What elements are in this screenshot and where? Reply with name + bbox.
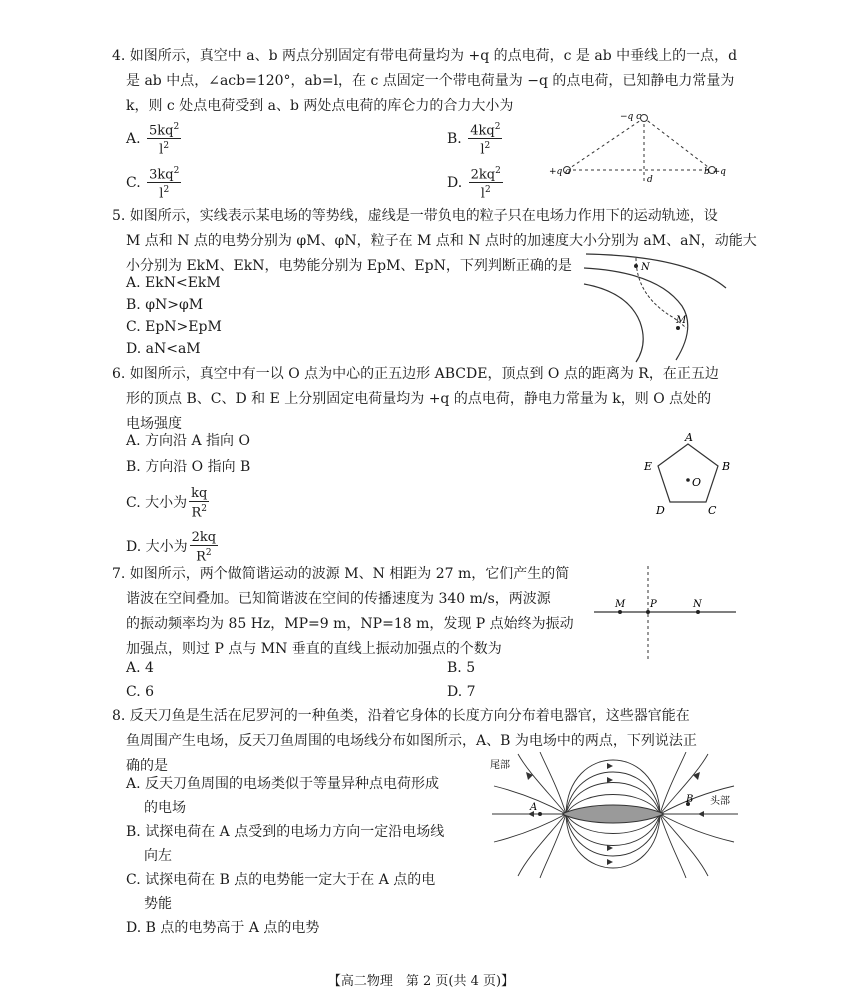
question-7 bbox=[112, 562, 592, 662]
q7-wave-figure bbox=[590, 564, 740, 664]
q4-option-c: C. $\frac{3kq^2}{l^2}$ bbox=[126, 166, 180, 202]
q5-option-d: D. aN<aM bbox=[126, 341, 201, 357]
q4-option-d: D. $\frac{2kq^2}{l^2}$ bbox=[447, 166, 501, 202]
q6-center-o bbox=[686, 478, 690, 482]
q8-option-a: A. 反天刀鱼周围的电场类似于等量异种点电荷形成 的电场 bbox=[126, 776, 440, 816]
q4-option-b: B. $\frac{4kq^2}{l^2}$ bbox=[447, 122, 501, 158]
q8-fish-field-figure bbox=[488, 752, 742, 880]
q4-label-d: d bbox=[647, 175, 653, 185]
q7-point-p bbox=[646, 610, 650, 614]
q8-line-3: 确的是 bbox=[126, 758, 168, 774]
q5-equipotential-line-1 bbox=[586, 254, 726, 288]
q4-option-a: A. $\frac{5kq^2}{l^2}$ bbox=[126, 122, 180, 158]
q4-label-b: b +q bbox=[704, 167, 726, 177]
q5-equipotential-figure bbox=[578, 248, 738, 364]
q5-point-m bbox=[676, 326, 680, 330]
q6-label-b: B bbox=[722, 460, 731, 473]
q5-options bbox=[126, 272, 222, 360]
q6-label-o: O bbox=[692, 476, 702, 489]
q7-option-c: C. 6 bbox=[126, 684, 155, 700]
q5-label-m: M bbox=[676, 315, 687, 326]
q6-line-3: 电场强度 bbox=[126, 416, 182, 432]
q5-option-c: C. EpN>EpM bbox=[126, 319, 222, 335]
q5-option-a: A. EkN<EkM bbox=[126, 275, 221, 291]
q7-option-d: D. 7 bbox=[447, 684, 476, 700]
q5-line-1: 5. 如图所示，实线表示某电场的等势线，虚线是一带负电的粒子只在电场力作用下的运动轨迹，设 bbox=[112, 208, 718, 224]
q8-label-head: 头部 bbox=[710, 796, 730, 807]
q4-label-a: +q a bbox=[549, 167, 571, 177]
q6-option-a: A. 方向沿 A 指向 O bbox=[126, 433, 250, 449]
q6-label-a: A bbox=[685, 431, 693, 444]
q7-label-m: M bbox=[615, 599, 626, 610]
q8-line-1: 8. 反天刀鱼是生活在尼罗河的一种鱼类，沿着它身体的长度方向分布着电器官，这些器官能在 bbox=[112, 708, 690, 724]
q6-line-1: 6. 如图所示，真空中有一以 O 点为中心的正五边形 ABCDE，顶点到 O 点的距离为 R，在正五边 bbox=[112, 366, 719, 382]
q5-equipotential-line-3 bbox=[584, 284, 643, 362]
q6-line-2: 形的顶点 B、C、D 和 E 上分别固定电荷量均为 +q 的点电荷，静电力常量为 k，则 O 点处的 bbox=[126, 391, 712, 407]
q5-line-3: 小分别为 EkM、EkN，电势能分别为 EpM、EpN，下列判断正确的是 bbox=[126, 258, 572, 274]
q6-label-e: E bbox=[644, 460, 653, 473]
q7-line-2: 谐波在空间叠加。已知简谐波在空间的传播速度为 340 m/s，两波源 bbox=[126, 591, 551, 607]
q4-label-c: −q c bbox=[620, 112, 642, 122]
q8-label-a: A bbox=[530, 802, 538, 813]
question-6 bbox=[112, 362, 752, 437]
q8-option-d: D. B 点的电势高于 A 点的电势 bbox=[126, 920, 320, 936]
q5-label-n: N bbox=[641, 262, 650, 273]
q5-option-b: B. φN>φM bbox=[126, 297, 204, 313]
q5-line-2: M 点和 N 点的电势分别为 φM、φN，粒子在 M 点和 N 点时的加速度大小分别为 aM、aN，动能大 bbox=[126, 233, 757, 249]
q7-line-4: 加强点，则过 P 点与 MN 垂直的直线上振动加强点的个数为 bbox=[126, 641, 502, 657]
q6-option-d: D. 大小为 $\frac{2kq}{R^2}$ bbox=[126, 530, 217, 565]
q5-point-n bbox=[634, 264, 638, 268]
q8-option-c: C. 试探电荷在 B 点的电势能一定大于在 A 点的电 势能 bbox=[126, 872, 436, 912]
q6-label-d: D bbox=[656, 504, 665, 516]
q8-point-a bbox=[538, 812, 542, 816]
q8-option-b: B. 试探电荷在 A 点受到的电场力方向一定沿电场线 向左 bbox=[126, 824, 445, 864]
q4-line-bc bbox=[644, 118, 712, 170]
q6-label-c: C bbox=[708, 504, 717, 516]
q4-triangle-figure bbox=[540, 108, 740, 188]
q4-line-3: k，则 c 处点电荷受到 a、b 两处点电荷的库仑力的合力大小为 bbox=[126, 98, 514, 114]
q4-line-ac bbox=[567, 118, 644, 170]
q7-label-n: N bbox=[693, 599, 702, 610]
page-footer: 【高二物理 第 2 页(共 4 页)】 bbox=[327, 974, 515, 989]
q7-option-a: A. 4 bbox=[126, 660, 154, 676]
q8-line-2: 鱼周围产生电场，反天刀鱼周围的电场线分布如图所示，A、B 为电场中的两点，下列说法正 bbox=[126, 733, 697, 749]
q6-pentagon bbox=[658, 444, 718, 502]
q7-line-1: 7. 如图所示，两个做简谐运动的波源 M、N 相距为 27 m，它们产生的简 bbox=[112, 566, 570, 582]
q6-pentagon-figure bbox=[638, 430, 738, 516]
q8-fish-body bbox=[562, 805, 664, 823]
q6-option-c: C. 大小为 $\frac{kq}{R^2}$ bbox=[126, 486, 208, 521]
q7-point-n bbox=[696, 610, 700, 614]
q7-point-m bbox=[618, 610, 622, 614]
q4-charge-c bbox=[641, 115, 648, 122]
q7-option-b: B. 5 bbox=[447, 660, 476, 676]
q8-label-tail: 尾部 bbox=[490, 760, 510, 771]
q7-line-3: 的振动频率均为 85 Hz，MP=9 m，NP=18 m，发现 P 点始终为振动 bbox=[126, 616, 574, 632]
q4-line-1: 4. 如图所示，真空中 a、b 两点分别固定有带电荷量均为 +q 的点电荷，c 是 ab 中垂线上的一点，d bbox=[112, 48, 738, 64]
q8-label-b: B bbox=[686, 794, 694, 805]
q6-option-b: B. 方向沿 O 指向 B bbox=[126, 459, 251, 475]
q8-options bbox=[126, 772, 486, 940]
q7-label-p: P bbox=[650, 599, 657, 610]
q4-line-2: 是 ab 中点，∠acb=120°，ab=l，在 c 点固定一个带电荷量为 −q 的点电荷，已知静电力常量为 bbox=[126, 73, 735, 89]
